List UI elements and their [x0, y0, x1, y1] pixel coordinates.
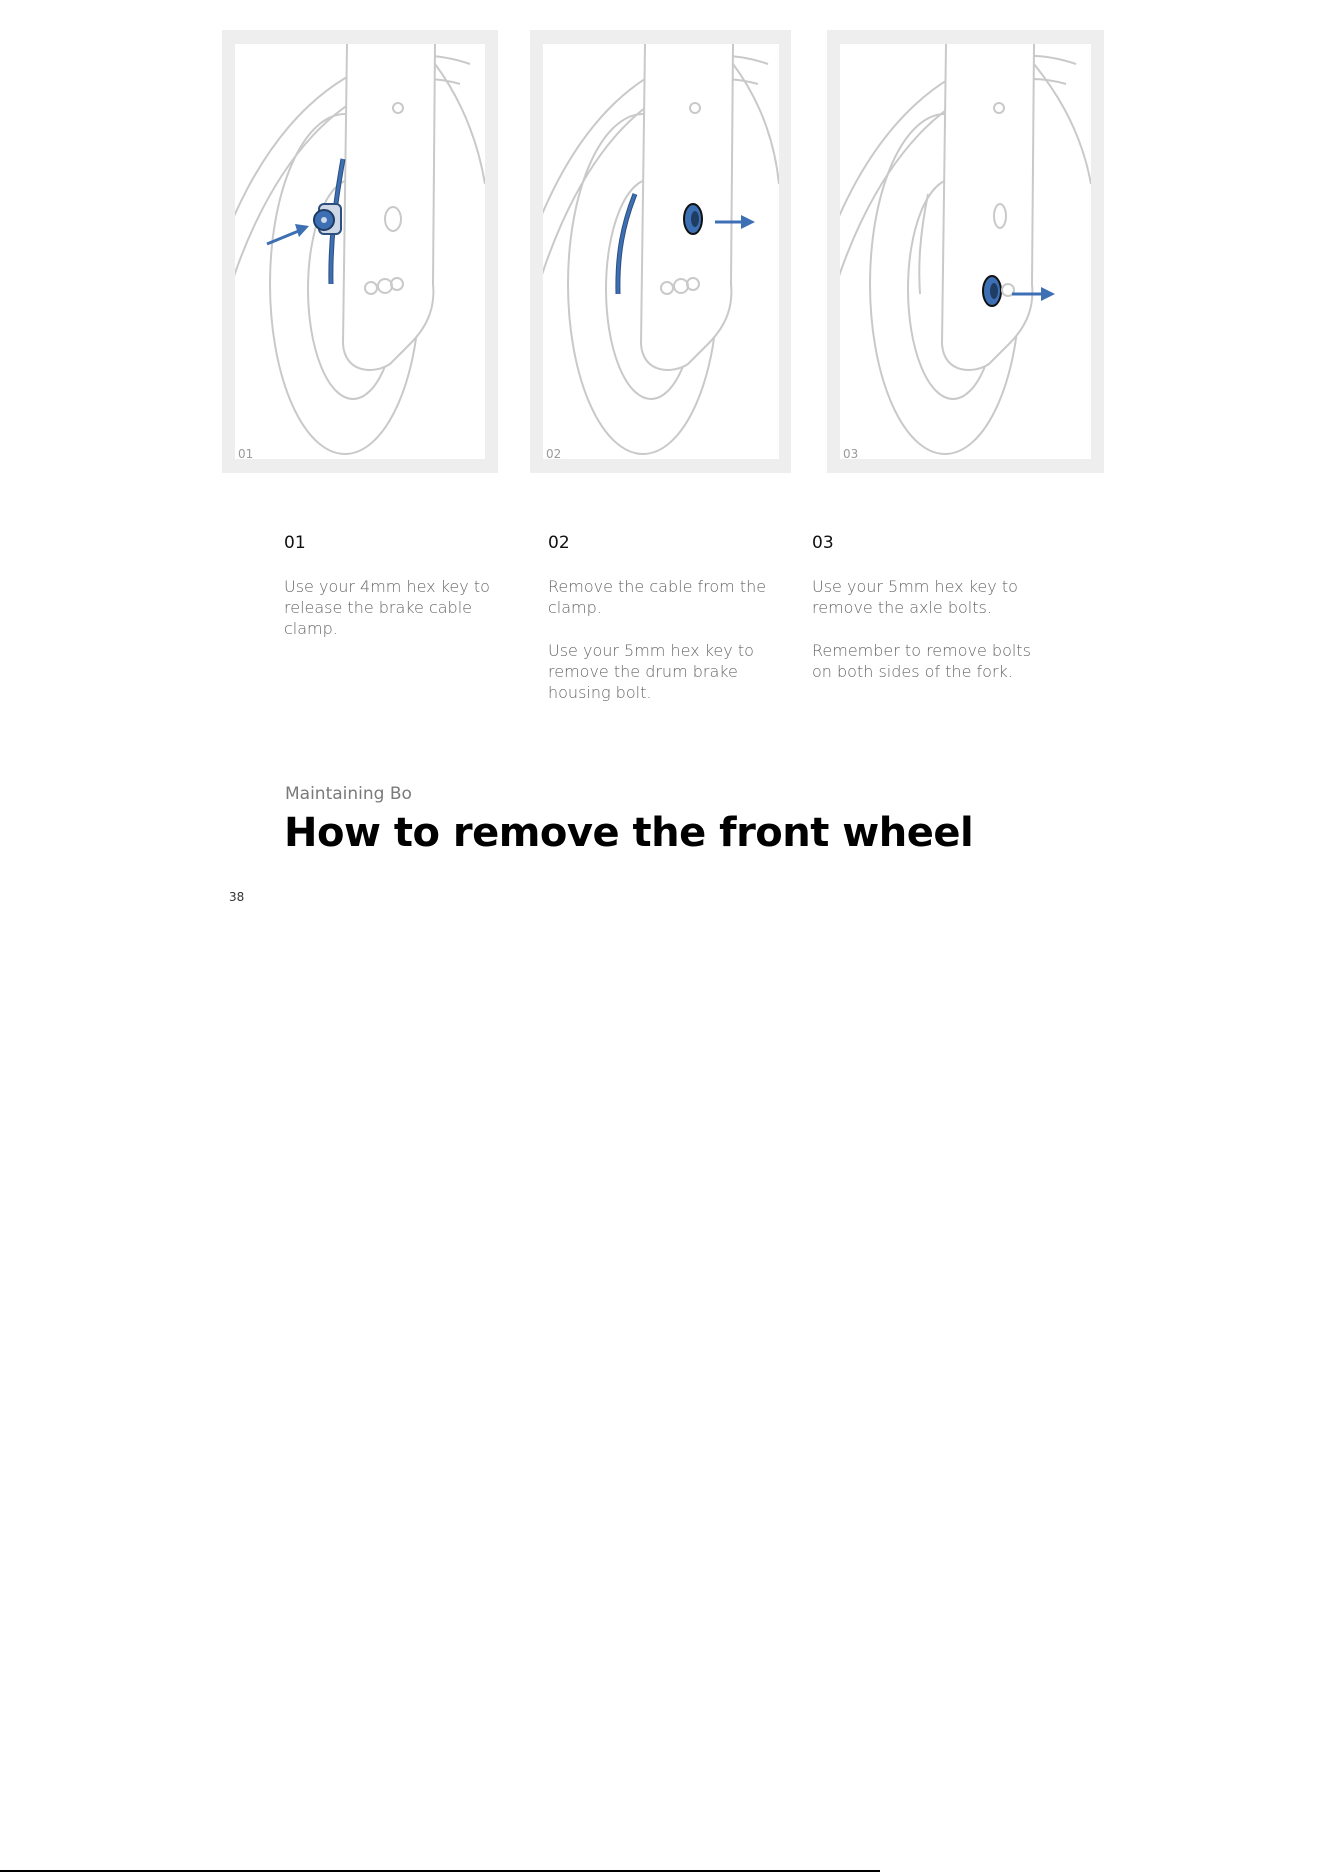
panel-number: 02: [546, 447, 562, 461]
page-number: 38: [229, 890, 245, 904]
step-paragraph: Use your 4mm hex key to release the brake cable clamp.: [284, 577, 490, 638]
wheel-fork-illustration-1: [235, 44, 485, 459]
step-number: 01: [284, 533, 306, 553]
panel-number: 03: [843, 447, 859, 461]
step-paragraph: Remember to remove bolts on both sides of the fork.: [812, 641, 1031, 681]
step-paragraph: Use your 5mm hex key to remove the axle bolts.: [812, 577, 1018, 617]
wheel-fork-illustration-2: [543, 44, 779, 459]
step-number: 03: [812, 533, 834, 553]
step-paragraph: Remove the cable from the clamp.: [548, 577, 767, 617]
illustration-panel-3: [827, 30, 1104, 473]
illustration-panel-2: [530, 30, 791, 473]
step-number: 02: [548, 533, 570, 553]
illustration-panel-1: [222, 30, 498, 473]
page-title: How to remove the front wheel: [284, 810, 974, 856]
section-label: Maintaining Bo: [285, 784, 412, 804]
panel-number: 01: [238, 447, 254, 461]
wheel-fork-illustration-3: [840, 44, 1091, 459]
step-paragraph: Use your 5mm hex key to remove the drum brake housing bolt.: [548, 641, 754, 702]
